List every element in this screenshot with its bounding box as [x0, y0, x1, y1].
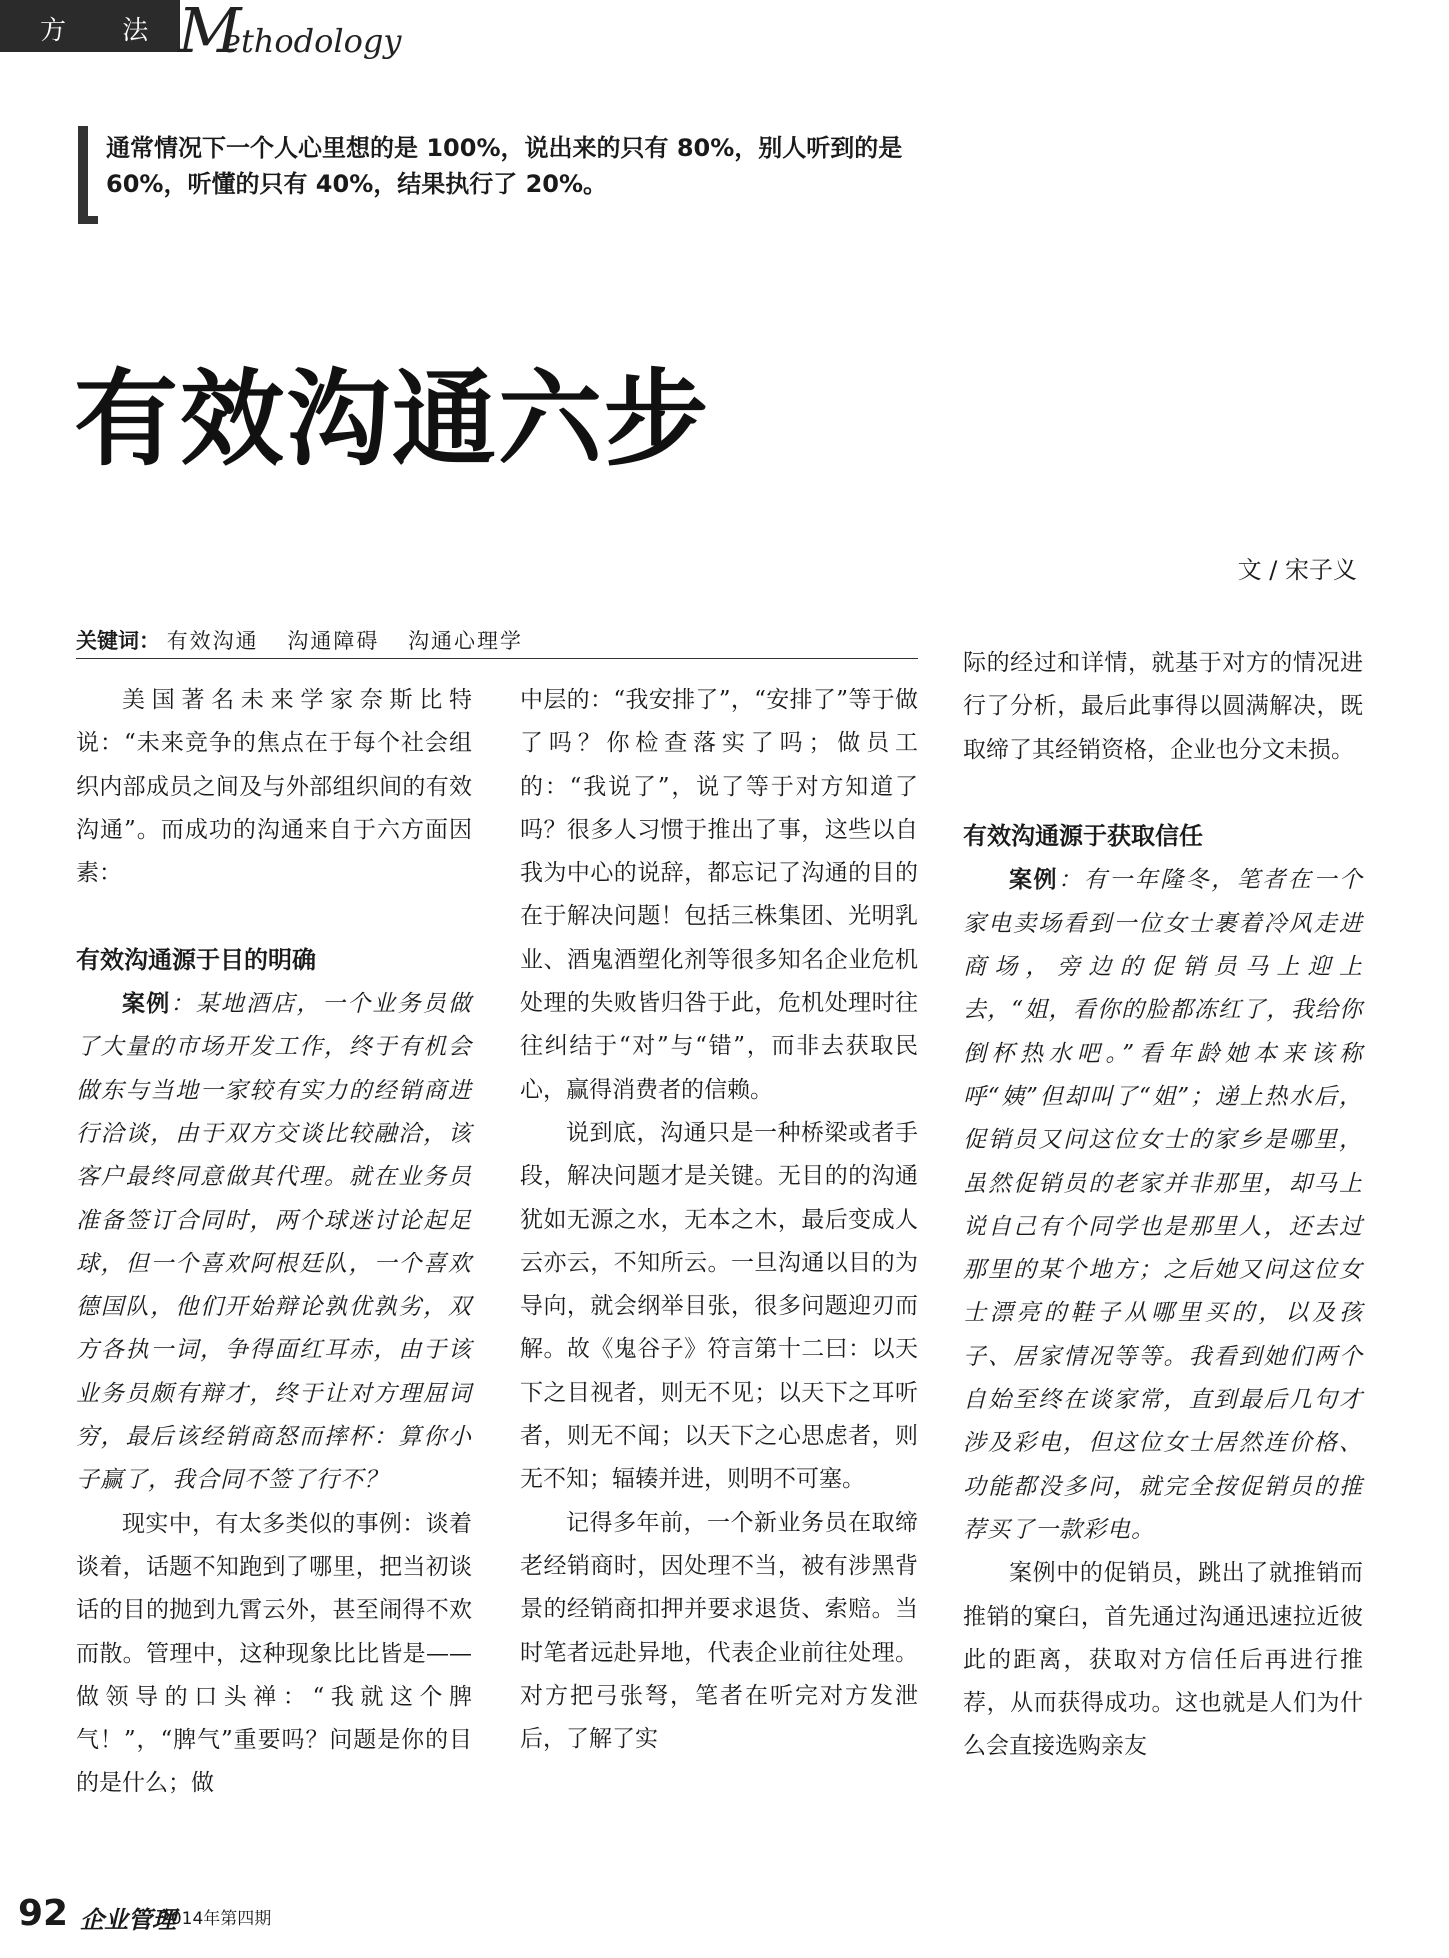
keyword-term: 沟通障碍	[287, 629, 380, 653]
magazine-name: 企业管理	[80, 1905, 176, 1934]
keyword-term: 有效沟通	[166, 629, 259, 653]
quote-bracket-foot	[78, 216, 98, 224]
case-label: 案例	[122, 990, 171, 1018]
issue-label: 2014年第四期	[160, 1909, 272, 1929]
article-title: 有效沟通六步	[74, 358, 711, 480]
case-paragraph	[963, 858, 1363, 1552]
section-heading-goal: 有效沟通源于目的明确	[76, 945, 316, 974]
body-paragraph: 说到底，沟通只是一种桥梁或者手段，解决问题才是关键。无目的的沟通犹如无源之水，无本之木，最后变成人云亦云，不知所云。一旦沟通以目的为导向，就会纲举目张，很多问题迎刃而解。故《鬼谷子》符言第十二曰：以天下之目视者，则无不见；以天下之耳听者，则无不闻；以天下之心思虑者，则无不知；辐辏并进，则明不可塞。	[520, 1119, 918, 1493]
intro-paragraph: 美国著名未来学家奈斯比特说：“未来竞争的焦点在于每个社会组织内部成员之间及与外部组织间的有效沟通”。而成功的沟通来自于六方面因素：	[76, 687, 472, 887]
pull-quote: 通常情况下一个人心里想的是 100%，说出来的只有 80%，别人听到的是 60%，听懂的只有 40%，结果执行了 20%。	[106, 134, 903, 198]
section-label-initial: M	[178, 0, 242, 67]
keywords-rule	[76, 658, 918, 659]
body-paragraph: 现实中，有太多类似的事例：谈着谈着，话题不知跑到了哪里，把当初谈话的目的抛到九霄云外，甚至闹得不欢而散。管理中，这种现象比比皆是——做领导的口头禅：“我就这个脾气！”，“脾气”重要吗？问题是你的目的是什么；做	[76, 1510, 472, 1797]
body-paragraph: 际的经过和详情，就基于对方的情况进行了分析，最后此事得以圆满解决，既取缔了其经销资格，企业也分文未损。	[963, 650, 1363, 763]
section-label-en: ethodology	[222, 22, 402, 60]
case-text: ：某地酒店，一个业务员做了大量的市场开发工作，终于有机会做东与当地一家较有实力的经销商进行洽谈，由于双方交谈比较融洽，该客户最终同意做其代理。就在业务员准备签订合同时，两个球迷讨论起足球，但一个喜欢阿根廷队，一个喜欢德国队，他们开始辩论孰优孰劣，双方各执一词，争得面红耳赤，由于该业务员颇有辩才，终于让对方理屈词穷，最后该经销商怒而摔杯：算你小子赢了，我合同不签了行不？	[76, 991, 473, 1494]
column-1	[76, 679, 472, 1806]
body-paragraph: 中层的：“我安排了”，“安排了”等于做了吗？你检查落实了吗；做员工的：“我说了”，说了等于对方知道了吗？很多人习惯于推出了事，这些以自我为中心的说辞，都忘记了沟通的目的在于解决问题！包括三株集团、光明乳业、酒鬼酒塑化剂等很多知名企业危机处理的失败皆归咎于此，危机处理时往往纠结于“对”与“错”，而非去获取民心，赢得消费者的信赖。	[520, 687, 918, 1103]
column-2	[520, 679, 918, 1761]
page-number: 92	[18, 1893, 69, 1934]
keywords-label: 关键词：	[76, 629, 160, 653]
case-text: ：有一年隆冬，笔者在一个家电卖场看到一位女士裹着冷风走进商场，旁边的促销员马上迎上去，“姐，看你的脸都冻红了，我给你倒杯热水吧。”看年龄她本来该称呼“姨”但却叫了“姐”；递上热水后，促销员又问这位女士的家乡是哪里，虽然促销员的老家并非那里，却马上说自己有个同学也是那里人，还去过那里的某个地方；之后她又问这位女士漂亮的鞋子从哪里买的，以及孩子、居家情况等等。我看到她们两个自始至终在谈家常，直到最后几句才涉及彩电，但这位女士居然连价格、功能都没多问，就完全按促销员的推荐买了一款彩电。	[963, 867, 1364, 1543]
section-heading-trust: 有效沟通源于获取信任	[963, 822, 1203, 851]
quote-bracket	[78, 126, 88, 224]
keywords	[76, 625, 545, 655]
body-paragraph: 案例中的促销员，跳出了就推销而推销的窠臼，首先通过沟通迅速拉近彼此的距离，获取对方信任后再进行推荐，从而获得成功。这也就是人们为什么会直接选购亲友	[963, 1560, 1363, 1760]
section-label-cn: 方 法	[40, 16, 173, 46]
case-paragraph	[76, 982, 472, 1503]
body-paragraph: 记得多年前，一个新业务员在取缔老经销商时，因处理不当，被有涉黑背景的经销商扣押并要求退货、索赔。当时笔者远赴异地，代表企业前往处理。对方把弓张弩，笔者在听完对方发泄后，了解了实	[520, 1509, 918, 1753]
byline: 文 / 宋子义	[1237, 556, 1357, 584]
column-3	[963, 642, 1363, 1769]
case-label: 案例	[1009, 866, 1059, 894]
keyword-term: 沟通心理学	[408, 629, 524, 653]
